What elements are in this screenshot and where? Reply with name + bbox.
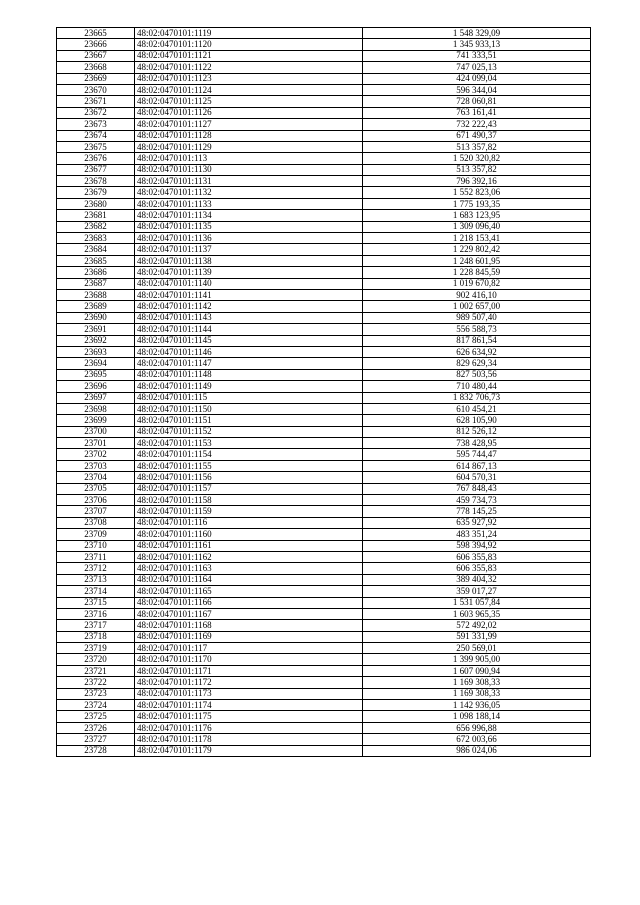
cadastral-number-cell: 48:02:0470101:1173	[135, 688, 363, 699]
table-row	[57, 301, 591, 312]
table-row	[57, 107, 591, 118]
cadastral-number-cell: 48:02:0470101:1139	[135, 267, 363, 278]
row-number-cell: 23696	[57, 381, 135, 392]
cadastral-value-cell: 829 629,34	[363, 358, 591, 369]
row-number-cell: 23707	[57, 506, 135, 517]
row-number-cell: 23709	[57, 529, 135, 540]
cadastral-number-cell: 48:02:0470101:1141	[135, 289, 363, 300]
cadastral-number-cell: 48:02:0470101:1152	[135, 426, 363, 437]
row-number-cell: 23700	[57, 426, 135, 437]
row-number-cell: 23691	[57, 324, 135, 335]
cadastral-value-cell: 1 169 308,33	[363, 688, 591, 699]
table-row	[57, 153, 591, 164]
cadastral-value-cell: 732 222,43	[363, 119, 591, 130]
cadastral-number-cell: 48:02:0470101:1123	[135, 73, 363, 84]
table-row	[57, 745, 591, 756]
cadastral-value-cell: 1 019 670,82	[363, 278, 591, 289]
row-number-cell: 23716	[57, 608, 135, 619]
table-row	[57, 620, 591, 631]
cadastral-value-cell: 1 531 057,84	[363, 597, 591, 608]
cadastral-value-cell: 1 345 933,13	[363, 39, 591, 50]
table-row	[57, 734, 591, 745]
cadastral-value-cell: 812 526,12	[363, 426, 591, 437]
row-number-cell: 23673	[57, 119, 135, 130]
row-number-cell: 23669	[57, 73, 135, 84]
table-row	[57, 119, 591, 130]
table-row	[57, 563, 591, 574]
cadastral-number-cell: 48:02:0470101:1167	[135, 608, 363, 619]
row-number-cell: 23715	[57, 597, 135, 608]
cadastral-value-cell: 628 105,90	[363, 415, 591, 426]
row-number-cell: 23703	[57, 460, 135, 471]
cadastral-value-cell: 513 357,82	[363, 164, 591, 175]
table-row	[57, 50, 591, 61]
table-row	[57, 221, 591, 232]
cadastral-value-cell: 595 744,47	[363, 449, 591, 460]
cadastral-value-cell: 1 399 905,00	[363, 654, 591, 665]
table-row	[57, 597, 591, 608]
table-row	[57, 608, 591, 619]
cadastral-value-cell: 671 490,37	[363, 130, 591, 141]
cadastral-number-cell: 48:02:0470101:1130	[135, 164, 363, 175]
cadastral-number-cell: 48:02:0470101:1120	[135, 39, 363, 50]
row-number-cell: 23697	[57, 392, 135, 403]
cadastral-value-cell: 1 520 320,82	[363, 153, 591, 164]
cadastral-value-cell: 989 507,40	[363, 312, 591, 323]
cadastral-number-cell: 48:02:0470101:1156	[135, 472, 363, 483]
cadastral-number-cell: 48:02:0470101:1176	[135, 722, 363, 733]
table-row	[57, 495, 591, 506]
cadastral-value-cell: 459 734,73	[363, 495, 591, 506]
row-number-cell: 23724	[57, 700, 135, 711]
table-row	[57, 506, 591, 517]
row-number-cell: 23688	[57, 289, 135, 300]
row-number-cell: 23728	[57, 745, 135, 756]
row-number-cell: 23727	[57, 734, 135, 745]
table-row	[57, 426, 591, 437]
cadastral-number-cell: 48:02:0470101:1175	[135, 711, 363, 722]
cadastral-value-cell: 513 357,82	[363, 141, 591, 152]
cadastral-value-cell: 710 480,44	[363, 381, 591, 392]
row-number-cell: 23686	[57, 267, 135, 278]
row-number-cell: 23692	[57, 335, 135, 346]
cadastral-value-cell: 817 861,54	[363, 335, 591, 346]
cadastral-value-cell: 656 996,88	[363, 722, 591, 733]
table-row	[57, 700, 591, 711]
cadastral-value-cell: 747 025,13	[363, 62, 591, 73]
table-row	[57, 551, 591, 562]
cadastral-number-cell: 48:02:0470101:1122	[135, 62, 363, 73]
cadastral-number-cell: 48:02:0470101:1127	[135, 119, 363, 130]
cadastral-number-cell: 48:02:0470101:1146	[135, 346, 363, 357]
row-number-cell: 23683	[57, 233, 135, 244]
cadastral-number-cell: 48:02:0470101:1150	[135, 403, 363, 414]
cadastral-number-cell: 48:02:0470101:1134	[135, 210, 363, 221]
table-row	[57, 677, 591, 688]
row-number-cell: 23671	[57, 96, 135, 107]
cadastral-value-cell: 635 927,92	[363, 517, 591, 528]
table-row	[57, 711, 591, 722]
row-number-cell: 23667	[57, 50, 135, 61]
table-row	[57, 346, 591, 357]
table-row	[57, 244, 591, 255]
row-number-cell: 23711	[57, 551, 135, 562]
cadastral-number-cell: 48:02:0470101:1170	[135, 654, 363, 665]
cadastral-value-cell: 1 169 308,33	[363, 677, 591, 688]
cadastral-number-cell: 48:02:0470101:1158	[135, 495, 363, 506]
cadastral-number-cell: 48:02:0470101:1179	[135, 745, 363, 756]
cadastral-number-cell: 48:02:0470101:115	[135, 392, 363, 403]
cadastral-number-cell: 48:02:0470101:1143	[135, 312, 363, 323]
cadastral-value-cell: 556 588,73	[363, 324, 591, 335]
row-number-cell: 23672	[57, 107, 135, 118]
cadastral-number-cell: 48:02:0470101:1178	[135, 734, 363, 745]
cadastral-value-cell: 778 145,25	[363, 506, 591, 517]
row-number-cell: 23704	[57, 472, 135, 483]
cadastral-value-cell: 614 867,13	[363, 460, 591, 471]
table-row	[57, 415, 591, 426]
table-row	[57, 164, 591, 175]
cadastral-number-cell: 48:02:0470101:1125	[135, 96, 363, 107]
table-row	[57, 210, 591, 221]
cadastral-number-cell: 48:02:0470101:1174	[135, 700, 363, 711]
table-row	[57, 643, 591, 654]
row-number-cell: 23717	[57, 620, 135, 631]
row-number-cell: 23680	[57, 198, 135, 209]
table-row	[57, 141, 591, 152]
cadastral-number-cell: 48:02:0470101:1166	[135, 597, 363, 608]
cadastral-value-cell: 606 355,83	[363, 563, 591, 574]
table-row	[57, 540, 591, 551]
row-number-cell: 23721	[57, 665, 135, 676]
table-row	[57, 483, 591, 494]
row-number-cell: 23678	[57, 176, 135, 187]
cadastral-value-cell: 250 569,01	[363, 643, 591, 654]
row-number-cell: 23714	[57, 586, 135, 597]
cadastral-number-cell: 48:02:0470101:1157	[135, 483, 363, 494]
row-number-cell: 23666	[57, 39, 135, 50]
cadastral-number-cell: 48:02:0470101:1128	[135, 130, 363, 141]
cadastral-value-cell: 827 503,56	[363, 369, 591, 380]
cadastral-value-cell: 1 309 096,40	[363, 221, 591, 232]
table-row	[57, 517, 591, 528]
cadastral-number-cell: 48:02:0470101:1168	[135, 620, 363, 631]
table-row	[57, 62, 591, 73]
cadastral-value-cell: 1 607 090,94	[363, 665, 591, 676]
cadastral-number-cell: 48:02:0470101:1133	[135, 198, 363, 209]
row-number-cell: 23694	[57, 358, 135, 369]
cadastral-number-cell: 48:02:0470101:1160	[135, 529, 363, 540]
row-number-cell: 23670	[57, 84, 135, 95]
table-row	[57, 289, 591, 300]
row-number-cell: 23668	[57, 62, 135, 73]
table-body	[57, 28, 591, 757]
cadastral-number-cell: 48:02:0470101:1149	[135, 381, 363, 392]
cadastral-value-cell: 1 002 657,00	[363, 301, 591, 312]
cadastral-number-cell: 48:02:0470101:1147	[135, 358, 363, 369]
row-number-cell: 23681	[57, 210, 135, 221]
cadastral-value-cell: 741 333,51	[363, 50, 591, 61]
row-number-cell: 23698	[57, 403, 135, 414]
table-row	[57, 631, 591, 642]
cadastral-number-cell: 48:02:0470101:1163	[135, 563, 363, 574]
cadastral-value-cell: 1 548 329,09	[363, 28, 591, 39]
cadastral-number-cell: 48:02:0470101:1136	[135, 233, 363, 244]
cadastral-number-cell: 48:02:0470101:1154	[135, 449, 363, 460]
cadastral-value-cell: 483 351,24	[363, 529, 591, 540]
table-row	[57, 278, 591, 289]
cadastral-number-cell: 48:02:0470101:1148	[135, 369, 363, 380]
cadastral-number-cell: 48:02:0470101:113	[135, 153, 363, 164]
table-row	[57, 381, 591, 392]
row-number-cell: 23710	[57, 540, 135, 551]
table-row	[57, 392, 591, 403]
table-row	[57, 267, 591, 278]
cadastral-value-cell: 763 161,41	[363, 107, 591, 118]
table-row	[57, 176, 591, 187]
table-row	[57, 96, 591, 107]
row-number-cell: 23685	[57, 255, 135, 266]
cadastral-number-cell: 48:02:0470101:1129	[135, 141, 363, 152]
row-number-cell: 23705	[57, 483, 135, 494]
row-number-cell: 23684	[57, 244, 135, 255]
table-row	[57, 312, 591, 323]
cadastral-number-cell: 48:02:0470101:1138	[135, 255, 363, 266]
row-number-cell: 23726	[57, 722, 135, 733]
row-number-cell: 23674	[57, 130, 135, 141]
cadastral-number-cell: 48:02:0470101:1124	[135, 84, 363, 95]
table-row	[57, 654, 591, 665]
table-row	[57, 722, 591, 733]
cadastral-number-cell: 48:02:0470101:1142	[135, 301, 363, 312]
row-number-cell: 23712	[57, 563, 135, 574]
row-number-cell: 23701	[57, 438, 135, 449]
cadastral-value-cell: 738 428,95	[363, 438, 591, 449]
table-row	[57, 28, 591, 39]
cadastral-value-cell: 1 142 936,05	[363, 700, 591, 711]
cadastral-value-cell: 986 024,06	[363, 745, 591, 756]
cadastral-value-cell: 1 248 601,95	[363, 255, 591, 266]
table-row	[57, 472, 591, 483]
row-number-cell: 23699	[57, 415, 135, 426]
cadastral-value-cell: 1 229 802,42	[363, 244, 591, 255]
table-row	[57, 438, 591, 449]
cadastral-value-table	[56, 27, 591, 757]
table-row	[57, 574, 591, 585]
cadastral-value-cell: 1 552 823,06	[363, 187, 591, 198]
cadastral-number-cell: 48:02:0470101:116	[135, 517, 363, 528]
cadastral-number-cell: 48:02:0470101:1119	[135, 28, 363, 39]
table-row	[57, 198, 591, 209]
row-number-cell: 23677	[57, 164, 135, 175]
table-row	[57, 665, 591, 676]
cadastral-number-cell: 48:02:0470101:1121	[135, 50, 363, 61]
row-number-cell: 23665	[57, 28, 135, 39]
cadastral-number-cell: 48:02:0470101:1140	[135, 278, 363, 289]
cadastral-value-cell: 1 775 193,35	[363, 198, 591, 209]
cadastral-number-cell: 48:02:0470101:1164	[135, 574, 363, 585]
row-number-cell: 23720	[57, 654, 135, 665]
cadastral-value-cell: 902 416,10	[363, 289, 591, 300]
cadastral-value-cell: 1 603 965,35	[363, 608, 591, 619]
table-row	[57, 39, 591, 50]
row-number-cell: 23689	[57, 301, 135, 312]
cadastral-value-cell: 389 404,32	[363, 574, 591, 585]
table-row	[57, 586, 591, 597]
table-row	[57, 449, 591, 460]
table-row	[57, 73, 591, 84]
cadastral-number-cell: 48:02:0470101:1135	[135, 221, 363, 232]
cadastral-number-cell: 48:02:0470101:1155	[135, 460, 363, 471]
cadastral-number-cell: 48:02:0470101:1169	[135, 631, 363, 642]
cadastral-number-cell: 48:02:0470101:1151	[135, 415, 363, 426]
table-row	[57, 403, 591, 414]
row-number-cell: 23693	[57, 346, 135, 357]
cadastral-number-cell: 48:02:0470101:1137	[135, 244, 363, 255]
row-number-cell: 23702	[57, 449, 135, 460]
cadastral-value-cell: 424 099,04	[363, 73, 591, 84]
cadastral-number-cell: 48:02:0470101:1126	[135, 107, 363, 118]
table-row	[57, 335, 591, 346]
cadastral-value-cell: 572 492,02	[363, 620, 591, 631]
table-row	[57, 84, 591, 95]
cadastral-value-cell: 728 060,81	[363, 96, 591, 107]
cadastral-value-cell: 604 570,31	[363, 472, 591, 483]
table-row	[57, 324, 591, 335]
cadastral-number-cell: 48:02:0470101:1165	[135, 586, 363, 597]
cadastral-number-cell: 48:02:0470101:117	[135, 643, 363, 654]
cadastral-value-cell: 1 228 845,59	[363, 267, 591, 278]
cadastral-number-cell: 48:02:0470101:1171	[135, 665, 363, 676]
cadastral-number-cell: 48:02:0470101:1159	[135, 506, 363, 517]
row-number-cell: 23690	[57, 312, 135, 323]
cadastral-number-cell: 48:02:0470101:1161	[135, 540, 363, 551]
cadastral-number-cell: 48:02:0470101:1144	[135, 324, 363, 335]
row-number-cell: 23706	[57, 495, 135, 506]
row-number-cell: 23719	[57, 643, 135, 654]
row-number-cell: 23682	[57, 221, 135, 232]
cadastral-number-cell: 48:02:0470101:1162	[135, 551, 363, 562]
row-number-cell: 23695	[57, 369, 135, 380]
table-row	[57, 369, 591, 380]
row-number-cell: 23725	[57, 711, 135, 722]
row-number-cell: 23723	[57, 688, 135, 699]
cadastral-number-cell: 48:02:0470101:1131	[135, 176, 363, 187]
cadastral-number-cell: 48:02:0470101:1172	[135, 677, 363, 688]
cadastral-value-cell: 596 344,04	[363, 84, 591, 95]
row-number-cell: 23687	[57, 278, 135, 289]
table-row	[57, 130, 591, 141]
row-number-cell: 23722	[57, 677, 135, 688]
table-row	[57, 358, 591, 369]
table-row	[57, 255, 591, 266]
cadastral-value-cell: 591 331,99	[363, 631, 591, 642]
cadastral-number-cell: 48:02:0470101:1132	[135, 187, 363, 198]
row-number-cell: 23708	[57, 517, 135, 528]
row-number-cell: 23679	[57, 187, 135, 198]
cadastral-number-cell: 48:02:0470101:1145	[135, 335, 363, 346]
table-row	[57, 233, 591, 244]
cadastral-value-cell: 796 392,16	[363, 176, 591, 187]
cadastral-value-cell: 767 848,43	[363, 483, 591, 494]
cadastral-value-cell: 1 098 188,14	[363, 711, 591, 722]
table-row	[57, 688, 591, 699]
cadastral-value-cell: 610 454,21	[363, 403, 591, 414]
row-number-cell: 23676	[57, 153, 135, 164]
table-row	[57, 460, 591, 471]
cadastral-value-cell: 672 003,66	[363, 734, 591, 745]
cadastral-value-cell: 606 355,83	[363, 551, 591, 562]
cadastral-value-cell: 1 218 153,41	[363, 233, 591, 244]
row-number-cell: 23713	[57, 574, 135, 585]
cadastral-value-cell: 359 017,27	[363, 586, 591, 597]
cadastral-value-cell: 1 832 706,73	[363, 392, 591, 403]
cadastral-value-cell: 626 634,92	[363, 346, 591, 357]
table-row	[57, 529, 591, 540]
row-number-cell: 23675	[57, 141, 135, 152]
cadastral-value-cell: 598 394,92	[363, 540, 591, 551]
row-number-cell: 23718	[57, 631, 135, 642]
cadastral-value-cell: 1 683 123,95	[363, 210, 591, 221]
cadastral-number-cell: 48:02:0470101:1153	[135, 438, 363, 449]
table-row	[57, 187, 591, 198]
